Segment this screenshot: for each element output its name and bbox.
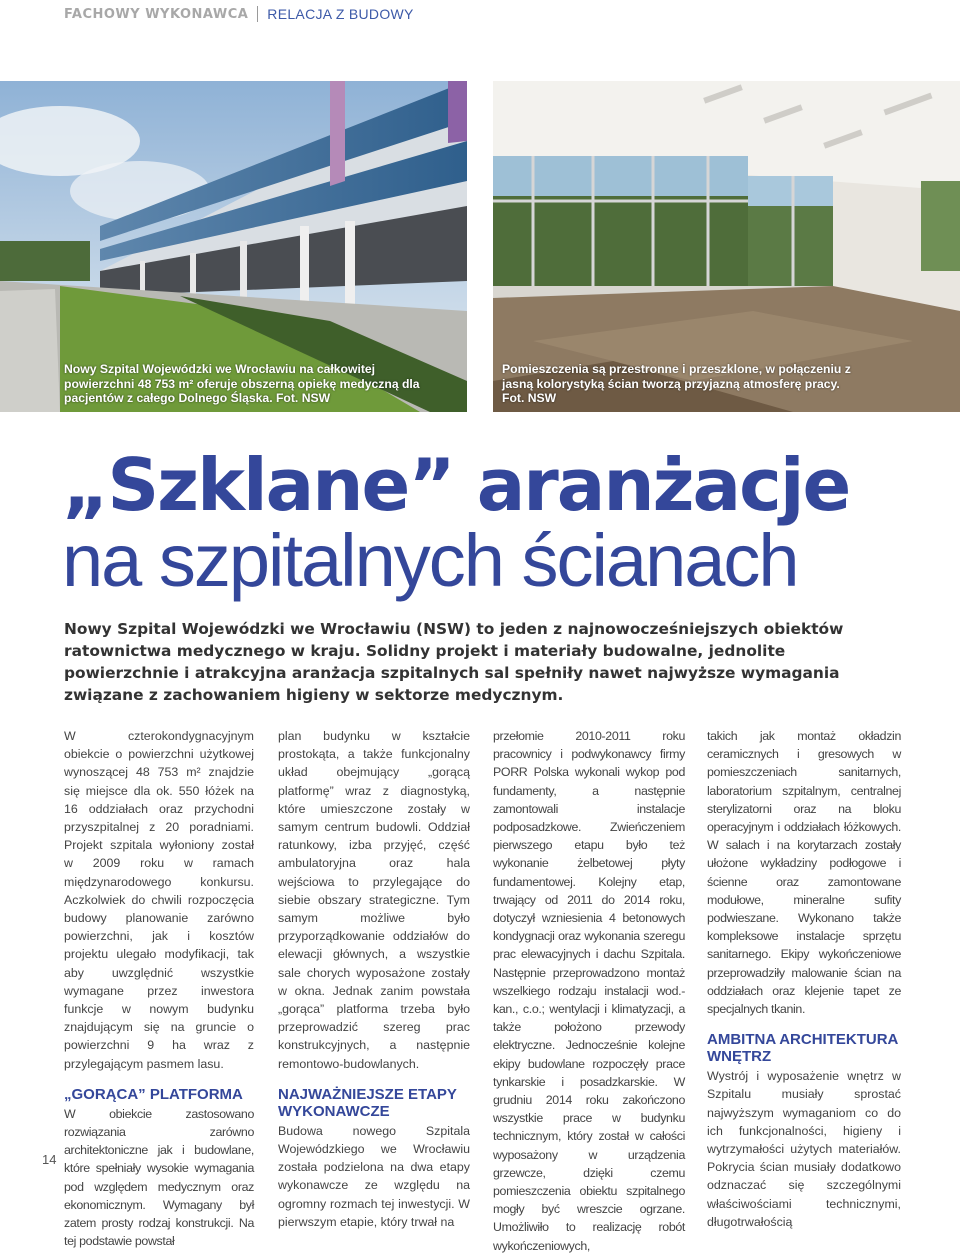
left-photo-caption: Nowy Szpital Wojewódzki we Wrocławiu na całkowitej powierzchni 48 753 m² oferuje obszerną opiekę medyczną dla pacjentów z całego Dolnego Śląska. Fot. NSW: [64, 362, 420, 406]
column-paragraph: plan budynku w kształcie prostokąta, a także funkcjonalny układ obejmujący „gorącą platformę” wraz z diagnostyką, które umieszczone zostały w samym centrum budowli. Oddział ratunkowy, izba przyjęć, część ambulatoryjna oraz hala wejściowa to przylegające do siebie obszary strategiczne. Tym samym możliwe było przyporządkowanie oddziałów do elewacji głównych, a wszystkie sale chorych wyposażone zostały w okna. Jednak zanim powstała „gorąca” platforma trzeba było przeprowadzić szereg prac konstrukcyjnych, a następnie remontowo-budowlanych.: [278, 729, 470, 1071]
column-paragraph: Wystrój i wyposażenie wnętrz w Szpitalu musiały sprostać najwyższym wymaganiom co do ich funkcjonalności, higieny i wytrzymałości użytych materiałów. Pokrycia ścian musiały dodatkowo odznaczać się szczególnymi właściwościami technicznymi, długotrwałością: [707, 1069, 901, 1229]
article-lead: Nowy Szpital Wojewódzki we Wrocławiu (NSW) to jeden z najnowocześniejszych obiektów ratownictwa medycznego w kraju. Solidny projekt i materiały budowalne, jednolite powierzchnie i atrakcyjna aranżacja szpitalnych sal spełniły nawet najwyższe wymagania związane z zachowaniem higieny w sektorze medycznym.: [64, 620, 844, 704]
column-paragraph: Budowa nowego Szpitala Wojewódzkiego we Wrocławiu została podzielona na dwa etapy wykonawcze ze względu na ogromny rozmach tej inwestycji. W pierwszym etapie, który trwał na: [278, 1123, 470, 1229]
column-paragraph: W czterokondygnacyjnym obiekcie o powierzchni użytkowej wynoszącej 48 753 m² znajdzie się miejsce dla ok. 550 łóżek na 16 oddziałach oraz przychodni przyszpitalnej z 20 poradniami. Projekt szpitala wyłoniony został w 2009 roku w ramach międzynarodowego konkursu. Aczkolwiek do chwili rozpoczęcia budowy planowanie zarówno powierzchni, jak i kosztów projektu ulegało modyfikacji, tak aby uwzględnić wszystkie wymagane przez inwestora funkcje w nowym budynku znajdującym się na gruncie o powierzchni 9 ha wraz z przylegającym pasmem lasu.: [64, 729, 254, 1071]
page-header: [64, 5, 414, 23]
section-heading: AMBITNA ARCHITEKTURA WNĘTRZ: [707, 1031, 898, 1066]
article-title-line2: na szpitalnych ścianach: [62, 519, 798, 602]
right-photo-caption: Pomieszczenia są przestronne i przeszklone, w połączeniu z jasną kolorystyką ścian tworzą przyjazną atmosferę pracy. Fot. NSW: [502, 362, 851, 406]
text-column-3: [493, 727, 685, 1255]
section-heading: „GORĄCA” PLATFORMA: [64, 1085, 243, 1103]
column-paragraph: przełomie 2010-2011 roku pracownicy i podwykonawcy firmy PORR Polska wykonali wykop pod fundamenty, a następnie zamontowali instalacje podposadzkowe. Zwieńczeniem pierwszego etapu było też wykonanie żelbetowej płyty fundamentowej. Kolejny etap, trwający od 2011 do 2014 roku, dotyczył wzniesienia 4 betonowych kondygnacji oraz wykonania szeregu prac elewacyjnych i dachu Szpitala. Następnie przeprowadzono montaż wszelkiego rodzaju instalacji wod.-kan., c.o.; wentylacji i klimatyzacji, a także położono przewody elektryczne. Jednocześnie kolejne ekipy budowlane rozpoczęły prace tynkarskie i posadzkarskie. W grudniu 2014 roku zakończono wszystkie prace w budynku technicznym, który został w całości wyposażony w urządzenia grzewcze, dzięki czemu pomieszczenia obiektu szpitalnego mogły być wreszcie ogrzane. Umożliwiło to realizację robót wykończeniowych,: [493, 729, 685, 1253]
section-heading: NAJWAŻNIEJSZE ETAPY WYKONAWCZE: [278, 1085, 457, 1120]
header-divider: [257, 6, 258, 22]
hospital-interior-photo: [493, 81, 960, 412]
page-number: 14: [42, 1152, 57, 1167]
section-subtitle: RELACJA Z BUDOWY: [267, 6, 414, 22]
column-paragraph: takich jak montaż okładzin ceramicznych i gresowych w pomieszczeniach sanitarnych, laboratorium szpitalnym, centralnej sterylizatorni oraz na bloku operacyjnym i oddziałach łóżkowych. W salach i na korytarzach zostały ułożone wykładziny podłogowe i ścienne oraz zamontowane modułowe, mineralne sufity podwieszane. Wykonano także kompleksowe instalacje sprzętu sanitarnego. Ekipy wykończeniowe przeprowadziły malowanie ścian na oddziałach oraz klejenie tapet ze specjalnych tkanin.: [707, 729, 901, 1017]
article-title-line1: „Szklane” aranżacje: [62, 443, 850, 527]
section-category: FACHOWY WYKONAWCA: [64, 6, 249, 22]
text-column-2: [278, 727, 470, 1231]
column-paragraph: W obiekcie zastosowano rozwiązania zarówno architektoniczne jak i budowlane, które spełniały wysokie wymagania pod względem medycznym oraz ekonomicznym. Wymagany był zatem prosty rodzaj konstrukcji. Na tej podstawie powstał: [64, 1106, 254, 1249]
text-column-1: [64, 727, 254, 1250]
text-column-4: [707, 727, 901, 1231]
hospital-exterior-photo: [0, 81, 467, 412]
